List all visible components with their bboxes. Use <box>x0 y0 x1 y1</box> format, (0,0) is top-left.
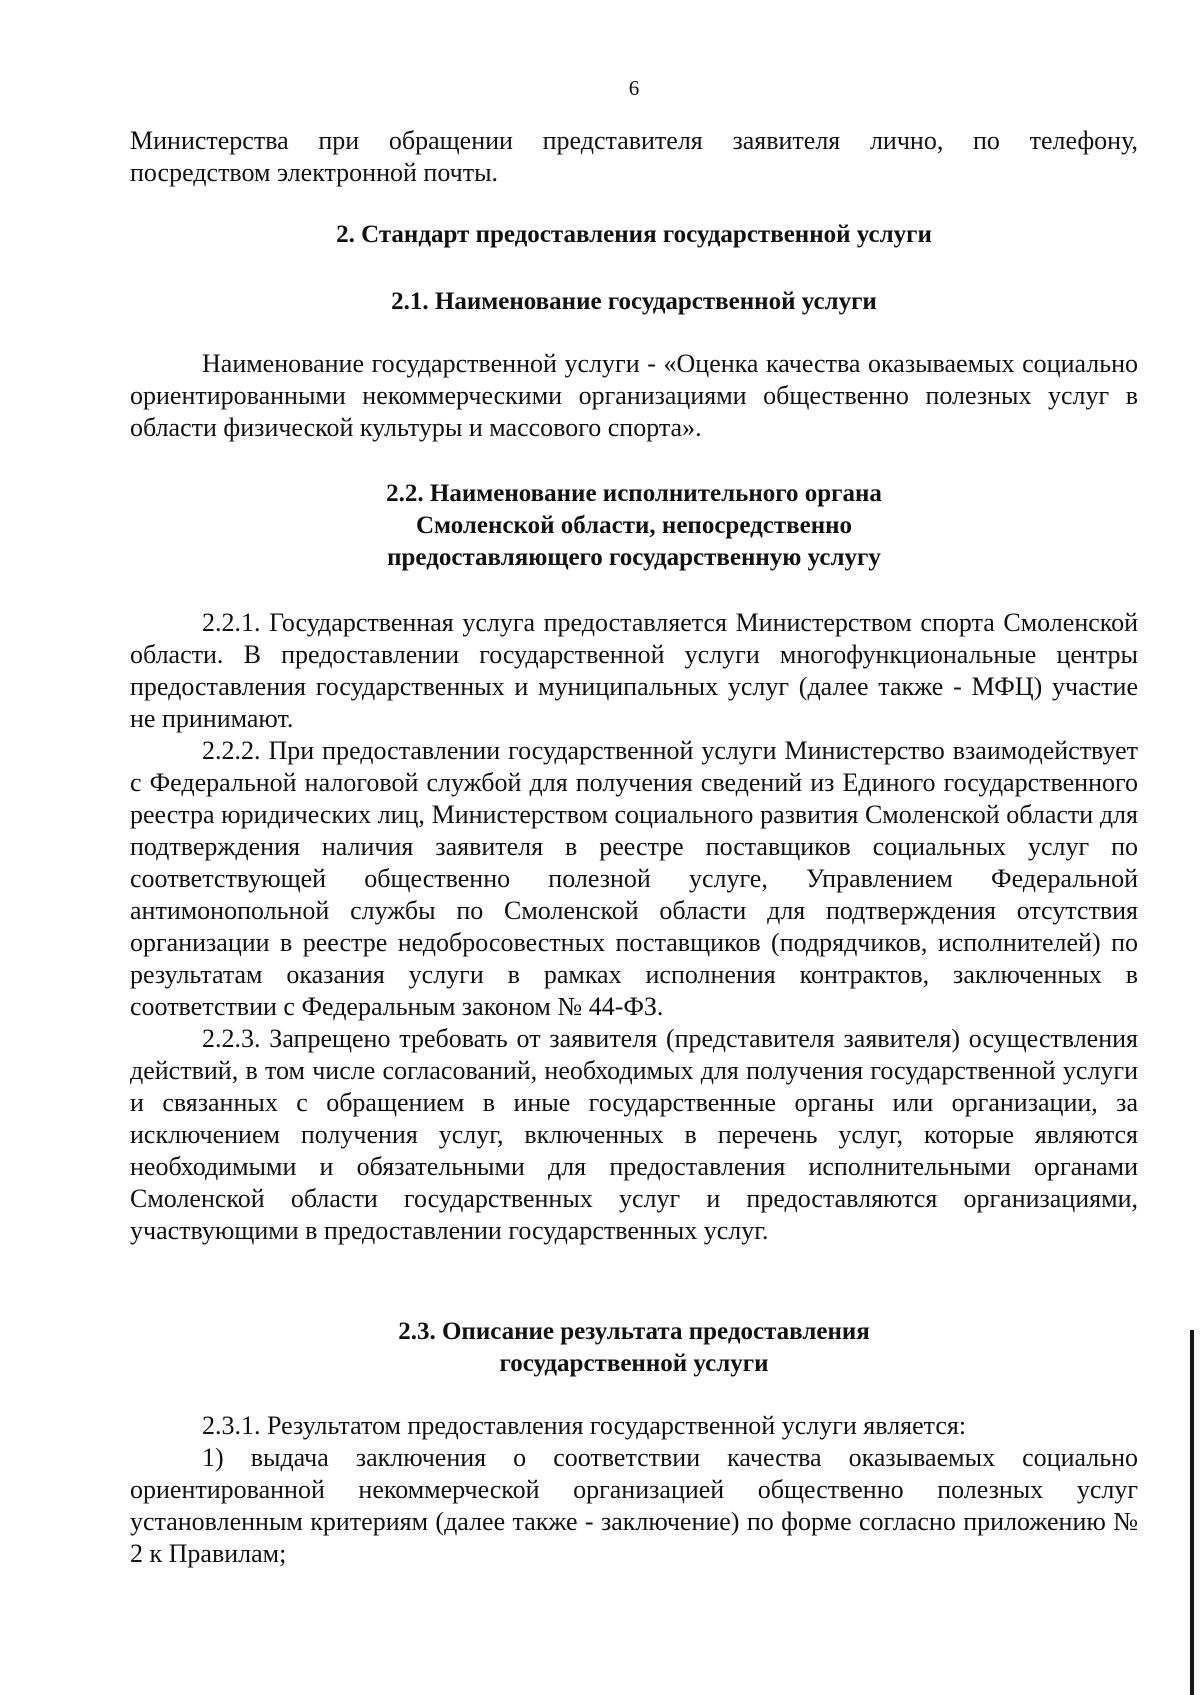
section-2-heading <box>130 219 1138 251</box>
intro-line-1: Министерства при обращении представителя заявителя лично, по телефону, <box>130 126 1138 155</box>
section-2-2-2-paragraph: 2.2.2. При предоставлении государственной услуги Министерство взаимодействует с Федеральной налоговой службой для получения сведений из Единого государственного реестра юридических лиц, Министерством социального развития Смоленской области для подтверждения наличия заявителя в реестре поставщиков социальных услуг по соответствующей общественно полезной услуге, Управлением Федеральной антимонопольной службы по Смоленской области для подтверждения отсутствия организации в реестре недобросовестных поставщиков (подрядчиков, исполнителей) по результатам оказания услуги в рамках исполнения контрактов, заключенных в соответствии с Федеральным законом № 44-ФЗ. <box>130 736 1138 1021</box>
intro-line-2: посредством электронной почты. <box>130 158 499 187</box>
section-2-3-body <box>130 1410 1138 1570</box>
page-number: 6 <box>628 76 640 100</box>
section-2-3-title-line-1: 2.3. Описание результата предоставления <box>398 1318 870 1345</box>
section-2-3-title-line-2: государственной услуги <box>499 1350 769 1377</box>
intro-paragraph <box>130 125 1138 189</box>
section-2-2-3-paragraph: 2.2.3. Запрещено требовать от заявителя (представителя заявителя) осуществления действий, в том числе согласований, необходимых для получения государственной услуги и связанных с обращением в иные государственные органы или организации, за исключением получения услуг, включенных в перечень услуг, которые являются необходимыми и обязательными для предоставления исполнительными органами Смоленской области государственных услуг и предоставляются организациями, участвующими в предоставлении государственных услуг. <box>130 1024 1138 1245</box>
section-2-2-title-line-3: предоставляющего государственную услугу <box>387 544 881 571</box>
section-2-3-1-paragraph: 2.3.1. Результатом предоставления государственной услуги является: <box>202 1411 967 1440</box>
section-2-2-heading <box>130 478 1138 574</box>
section-2-2-1-paragraph: 2.2.1. Государственная услуга предоставляется Министерством спорта Смоленской области. В предоставлении государственной услуги многофункциональные центры предоставления государственных и муниципальных услуг (далее также - МФЦ) участие не принимают. <box>130 608 1138 733</box>
section-2-2-body <box>130 607 1138 1247</box>
page-edge-border <box>1190 1330 1194 1695</box>
section-2-1-heading <box>130 286 1138 318</box>
section-2-title: 2. Стандарт предоставления государственной услуги <box>336 221 932 248</box>
section-2-1-body <box>130 348 1138 444</box>
section-2-3-item-1: 1) выдача заключения о соответствии качества оказываемых социально ориентированной некоммерческой организацией общественно полезных услуг установленным критериям (далее также - заключение) по форме согласно приложению № 2 к Правилам; <box>130 1443 1138 1568</box>
section-2-1-text: Наименование государственной услуги - «Оценка качества оказываемых социально ориентированными некоммерческими организациями общественно полезных услуг в области физической культуры и массового спорта». <box>130 349 1138 442</box>
section-2-1-title: 2.1. Наименование государственной услуги <box>391 288 877 315</box>
section-2-2-title-line-1: 2.2. Наименование исполнительного органа <box>386 480 882 507</box>
section-2-2-title-line-2: Смоленской области, непосредственно <box>415 512 853 539</box>
section-2-3-heading <box>130 1316 1138 1380</box>
